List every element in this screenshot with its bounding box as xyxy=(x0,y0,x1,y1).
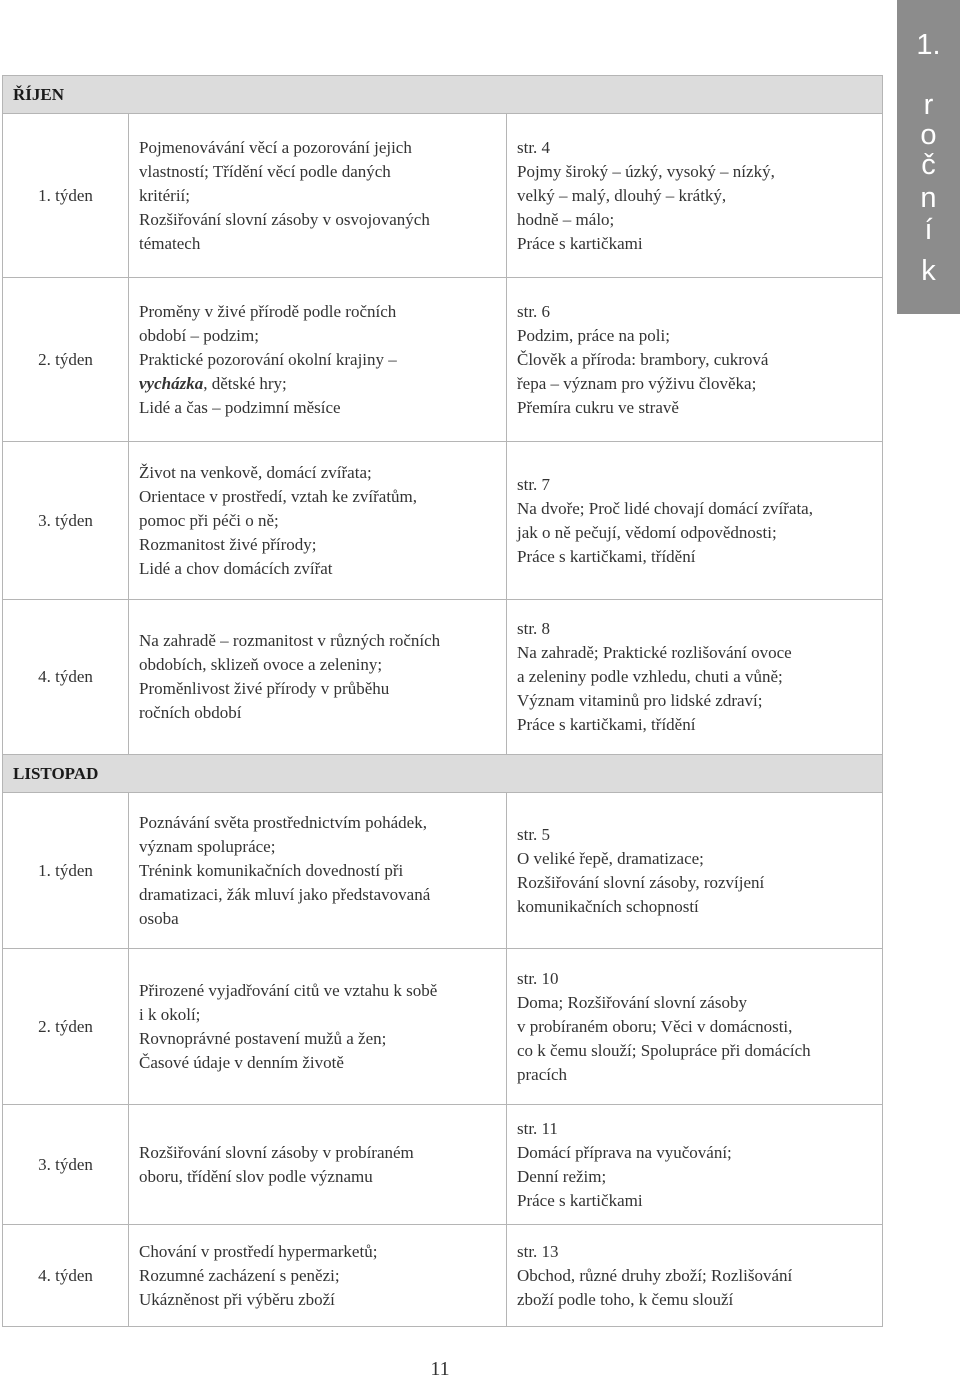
topic-line: Proměnlivost živé přírody v průběhu xyxy=(139,679,390,698)
textbook-line: O veliké řepě, dramatizace; xyxy=(517,848,704,868)
topic-line: Život na venkově, domácí zvířata; xyxy=(139,462,372,482)
week-row xyxy=(3,442,883,600)
topic-line: Lidé a chov domácích zvířat xyxy=(139,558,333,578)
topic-cell xyxy=(129,793,507,949)
topic-cell xyxy=(129,278,507,442)
textbook-cell xyxy=(507,1225,883,1327)
week-row xyxy=(3,114,883,278)
side-tab-char: č xyxy=(921,149,936,181)
textbook-line: Obchod, různé druhy zboží; Rozlišování xyxy=(517,1265,793,1285)
topic-line: osoba xyxy=(139,908,179,928)
topic-line: Lidé a čas – podzimní měsíce xyxy=(139,397,341,417)
topic-line: tématech xyxy=(139,233,201,253)
month-row-november xyxy=(3,755,883,793)
textbook-cell xyxy=(507,600,883,755)
topic-line: Rozumné zacházení s penězi; xyxy=(139,1265,340,1285)
grade-side-tab xyxy=(897,0,960,314)
topic-cell xyxy=(129,1225,507,1327)
topic-cell xyxy=(129,600,507,755)
textbook-line: str. 10 xyxy=(517,968,559,988)
topic-line: Chování v prostředí hypermarketů; xyxy=(139,1241,378,1261)
textbook-line: Na zahradě; Praktické rozlišování ovoce xyxy=(517,643,792,662)
textbook-cell xyxy=(507,949,883,1105)
side-tab-char: r xyxy=(923,89,934,121)
textbook-cell xyxy=(507,793,883,949)
topic-line: Trénink komunikačních dovedností při xyxy=(139,860,404,880)
topic-line: ročních období xyxy=(139,703,242,722)
textbook-line: str. 13 xyxy=(517,1241,559,1261)
textbook-line: Denní režim; xyxy=(517,1166,607,1186)
topic-line: Praktické pozorování okolní krajiny – xyxy=(139,349,397,369)
textbook-line: Doma; Rozšiřování slovní zásoby xyxy=(517,992,747,1012)
textbook-line: str. 8 xyxy=(517,619,551,638)
topic-line: Proměny v živé přírodě podle ročních xyxy=(139,301,397,321)
topic-line: vlastností; Třídění věcí podle daných xyxy=(139,161,391,181)
topic-line: dramatizaci, žák mluví jako představovaná xyxy=(139,884,431,904)
week-row xyxy=(3,793,883,949)
topic-cell xyxy=(129,1105,507,1225)
topic-line: Rovnoprávné postavení mužů a žen; xyxy=(139,1028,387,1048)
topic-line: vycházka, dětské hry; xyxy=(139,373,287,393)
textbook-line: Člověk a příroda: brambory, cukrová xyxy=(517,349,769,369)
topic-cell xyxy=(129,442,507,600)
textbook-line: Rozšiřování slovní zásoby, rozvíjení xyxy=(517,872,765,892)
week-label: 4. týden xyxy=(3,600,129,755)
textbook-line: v probíraném oboru; Věci v domácnosti, xyxy=(517,1016,793,1036)
textbook-line: hodně – málo; xyxy=(517,209,615,229)
week-row xyxy=(3,1105,883,1225)
topic-line: obdobích, sklizeň ovoce a zeleniny; xyxy=(139,655,383,674)
textbook-cell xyxy=(507,1105,883,1225)
textbook-line: jak o ně pečují, vědomí odpovědnosti; xyxy=(517,522,777,542)
topic-line: Rozšiřování slovní zásoby v probíraném xyxy=(139,1142,414,1162)
topic-line: pomoc při péči o ně; xyxy=(139,510,279,530)
topic-line: Poznávání světa prostřednictvím pohádek, xyxy=(139,812,427,832)
month-title: ŘÍJEN xyxy=(3,76,883,114)
textbook-line: Přemíra cukru ve stravě xyxy=(517,397,679,417)
topic-line: Časové údaje v denním životě xyxy=(139,1052,344,1072)
topic-line: i k okolí; xyxy=(139,1004,201,1024)
month-row-october xyxy=(3,76,883,114)
textbook-line: str. 4 xyxy=(517,137,551,157)
textbook-line: str. 11 xyxy=(517,1118,558,1138)
side-tab-char: 1. xyxy=(916,29,941,61)
textbook-line: Pojmy široký – úzký, vysoký – nízký, xyxy=(517,161,775,181)
topic-cell xyxy=(129,114,507,278)
lesson-plan-table xyxy=(2,75,883,1327)
week-label: 3. týden xyxy=(3,442,129,600)
textbook-line: velký – malý, dlouhý – krátký, xyxy=(517,185,727,205)
topic-line: kritérií; xyxy=(139,185,190,205)
topic-line: význam spolupráce; xyxy=(139,836,276,856)
textbook-line: Význam vitaminů pro lidské zdraví; xyxy=(517,691,763,710)
side-tab-char: o xyxy=(920,119,937,151)
side-tab-char: í xyxy=(924,214,933,246)
week-row xyxy=(3,278,883,442)
week-label: 1. týden xyxy=(3,793,129,949)
topic-line: Přirozené vyjadřování citů ve vztahu k sobě xyxy=(139,980,438,1000)
topic-cell xyxy=(129,949,507,1105)
textbook-line: co k čemu slouží; Spolupráce při domácích xyxy=(517,1040,811,1060)
topic-line: období – podzim; xyxy=(139,325,259,345)
week-label: 1. týden xyxy=(3,114,129,278)
week-label: 2. týden xyxy=(3,278,129,442)
page-number: 11 xyxy=(430,1358,450,1380)
side-tab-char: k xyxy=(921,255,936,287)
textbook-line: řepa – význam pro výživu člověka; xyxy=(517,373,757,393)
week-label: 2. týden xyxy=(3,949,129,1105)
textbook-line: Práce s kartičkami xyxy=(517,233,643,253)
textbook-cell xyxy=(507,114,883,278)
textbook-line: a zeleniny podle vzhledu, chuti a vůně; xyxy=(517,667,783,686)
topic-italic-word: vycházka xyxy=(139,373,204,393)
textbook-line: str. 5 xyxy=(517,824,551,844)
textbook-line: Práce s kartičkami, třídění xyxy=(517,715,696,734)
topic-line: Orientace v prostředí, vztah ke zvířatům, xyxy=(139,486,418,506)
textbook-line: komunikačních schopností xyxy=(517,896,699,916)
month-title: LISTOPAD xyxy=(3,755,883,793)
textbook-line: str. 7 xyxy=(517,474,551,494)
side-tab-char: n xyxy=(920,182,937,214)
textbook-line: Domácí příprava na vyučování; xyxy=(517,1142,732,1162)
textbook-line: Práce s kartičkami, třídění xyxy=(517,546,696,566)
topic-line: Rozšiřování slovní zásoby v osvojovaných xyxy=(139,209,430,229)
week-row xyxy=(3,600,883,755)
topic-line: Ukázněnost při výběru zboží xyxy=(139,1289,335,1309)
topic-line: Rozmanitost živé přírody; xyxy=(139,534,317,554)
week-label: 4. týden xyxy=(3,1225,129,1327)
week-row xyxy=(3,1225,883,1327)
textbook-cell xyxy=(507,442,883,600)
topic-line: oboru, třídění slov podle významu xyxy=(139,1166,373,1186)
textbook-line: zboží podle toho, k čemu slouží xyxy=(517,1289,734,1309)
textbook-line: Práce s kartičkami xyxy=(517,1190,643,1210)
week-label: 3. týden xyxy=(3,1105,129,1225)
textbook-line: str. 6 xyxy=(517,301,551,321)
textbook-line: pracích xyxy=(517,1064,568,1084)
textbook-line: Podzim, práce na poli; xyxy=(517,325,670,345)
textbook-cell xyxy=(507,278,883,442)
week-row xyxy=(3,949,883,1105)
topic-line: Na zahradě – rozmanitost v různých ročních xyxy=(139,631,441,650)
topic-line: Pojmenovávání věcí a pozorování jejich xyxy=(139,137,412,157)
textbook-line: Na dvoře; Proč lidé chovají domácí zvířata, xyxy=(517,498,813,518)
